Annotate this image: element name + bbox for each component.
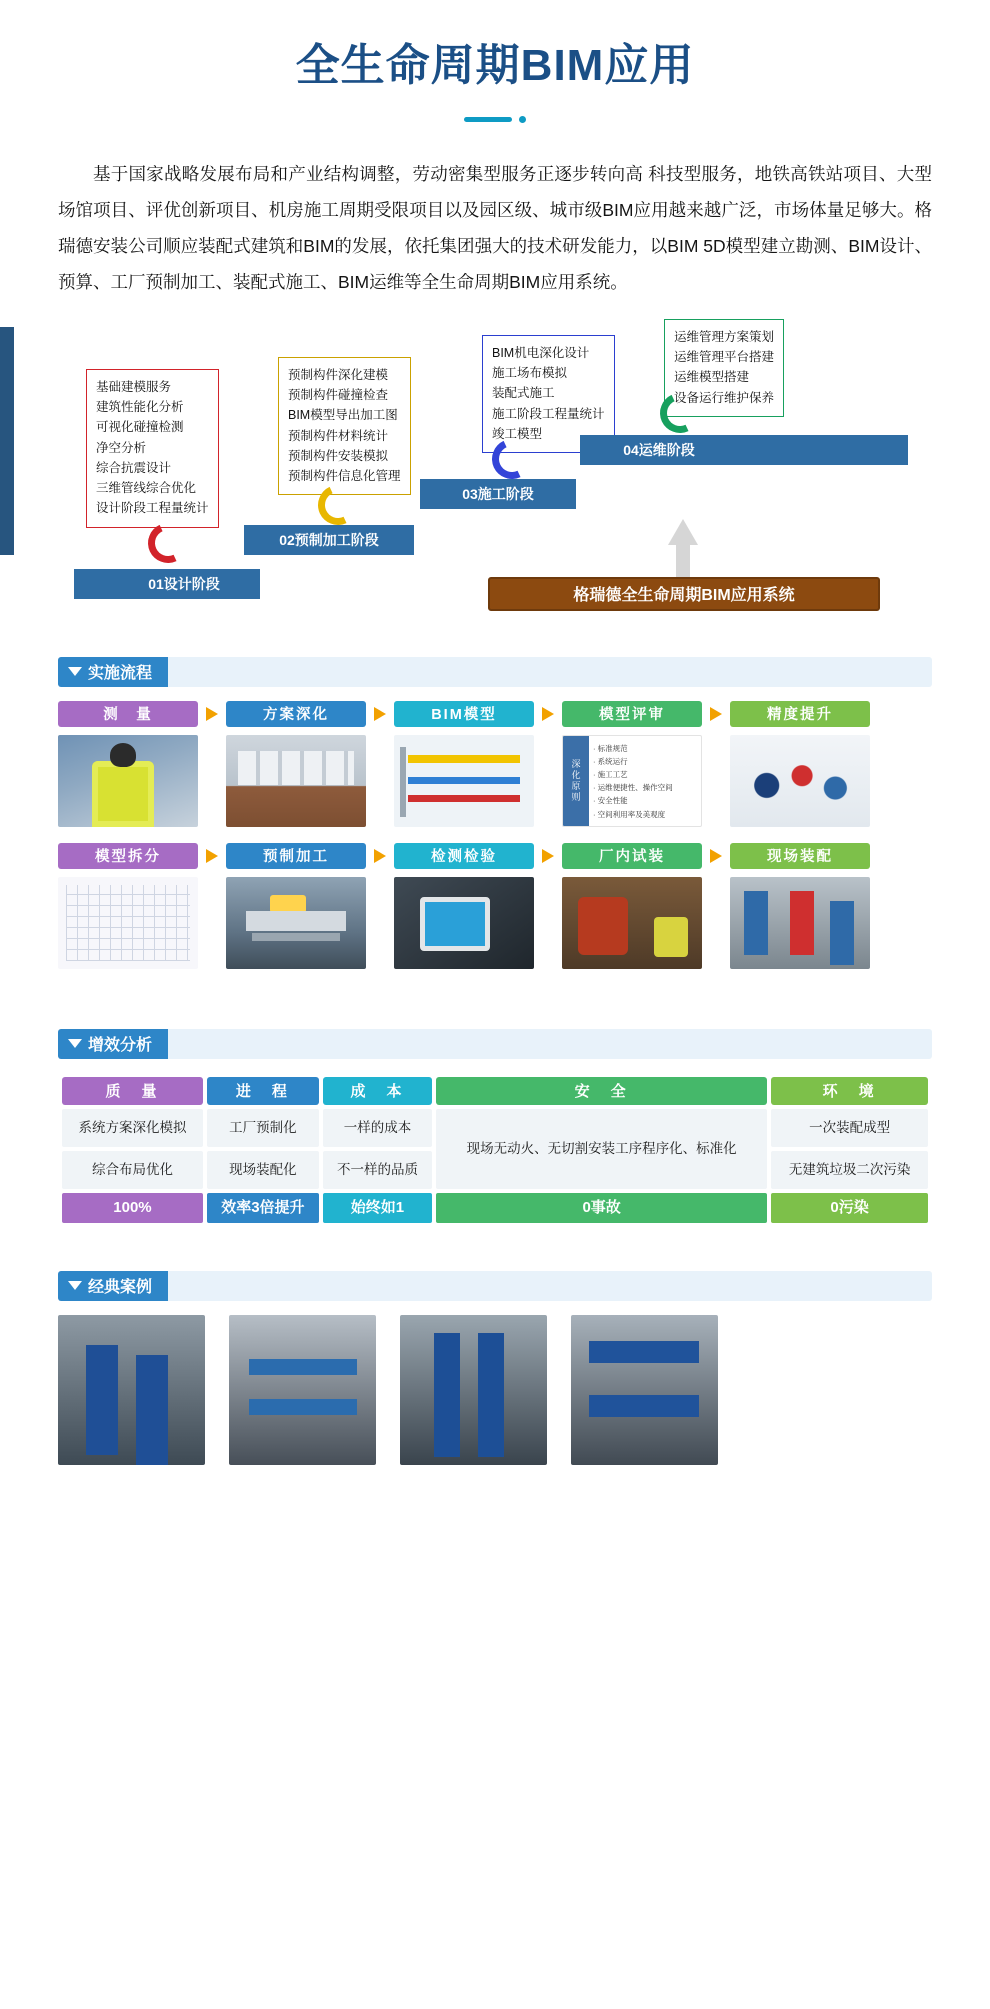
- review-criteria-item: · 安全性能: [593, 796, 628, 806]
- flow-arrow-icon: [366, 849, 394, 863]
- note-item: 设备运行维护保养: [674, 390, 775, 405]
- factory-photo: [226, 877, 366, 969]
- table-cell: 无建筑垃圾二次污染: [771, 1151, 928, 1189]
- efficiency-section: [58, 1029, 932, 1227]
- table-cell: 工厂预制化: [207, 1109, 319, 1147]
- triangle-down-icon: [68, 1281, 82, 1290]
- flow-cell-bim-model: BIM模型: [394, 701, 534, 727]
- split-drawing-image: [58, 877, 198, 969]
- flow-section-header: [58, 657, 932, 687]
- note-item: 运维管理平台搭建: [674, 350, 775, 365]
- flow-arrow-icon: [702, 707, 730, 721]
- efficiency-section-bar: [168, 1029, 932, 1059]
- review-criteria-item: · 标准规范: [593, 743, 628, 753]
- note-item: 预制构件碰撞检查: [288, 388, 389, 403]
- table-row: [62, 1109, 928, 1147]
- flow-cell-trial-assembly: 厂内试装: [562, 843, 702, 869]
- stair-step-prefab: [244, 525, 414, 555]
- stair-step-design: [108, 569, 260, 599]
- metric-quality: 100%: [62, 1193, 203, 1223]
- triangle-down-icon: [68, 1039, 82, 1048]
- note-item: 综合抗震设计: [96, 460, 172, 475]
- stair-riser-1: [0, 327, 14, 401]
- system-banner: 格瑞德全生命周期BIM应用系统: [488, 577, 880, 611]
- triangle-down-icon: [68, 667, 82, 676]
- flow-cell-inspection: 检测检验: [394, 843, 534, 869]
- table-header-row: [62, 1077, 928, 1105]
- flow-image-row-2: [58, 877, 932, 969]
- note-item: 预制构件深化建模: [288, 367, 389, 382]
- table-cell: 一次装配成型: [771, 1109, 928, 1147]
- efficiency-table: [58, 1073, 932, 1227]
- table-cell: 不一样的品质: [323, 1151, 432, 1189]
- column-header-quality: 质 量: [62, 1077, 203, 1105]
- flow-section-title: 实施流程: [88, 665, 153, 683]
- column-header-safety: 安 全: [436, 1077, 767, 1105]
- flow-arrow-icon: [198, 849, 226, 863]
- metric-progress: 效率3倍提升: [207, 1193, 319, 1223]
- intro-paragraph: 基于国家战略发展布局和产业结构调整，劳动密集型服务正逐步转向高 科技型服务，地铁高铁站项目、大型场馆项目、评优创新项目、机房施工周期受限项目以及园区级、城市级BIM应用越来越广泛，市场体量足够大。格瑞德安装公司顺应装配式建筑和BIM的发展，依托集团强大的技术研发能力，以BIM 5D模型建立勘测、BIM设计、预算、工厂预制加工、装配式施工、BIM运维等全生命周期BIM应用系统。: [58, 164, 932, 293]
- stair-step-label: 04运维阶段: [623, 441, 695, 458]
- note-item: BIM模型导出加工图: [288, 408, 398, 423]
- efficiency-section-header: [58, 1029, 932, 1059]
- page-header: [0, 0, 990, 123]
- metric-environment: 0污染: [771, 1193, 928, 1223]
- stair-step-label: 01设计阶段: [148, 575, 220, 592]
- note-item: 预制构件材料统计: [288, 428, 389, 443]
- precision-model-image: [730, 735, 870, 827]
- table-cell: 系统方案深化模拟: [62, 1109, 203, 1147]
- flow-cell-prefab: 预制加工: [226, 843, 366, 869]
- flow-cell-survey: 测 量: [58, 701, 198, 727]
- note-item: 装配式施工: [492, 386, 555, 401]
- survey-photo: [58, 735, 198, 827]
- flow-arrow-icon: [534, 707, 562, 721]
- flow-section: [58, 657, 932, 969]
- case-photo-1: [58, 1315, 205, 1465]
- note-item: 竣工模型: [492, 426, 543, 441]
- note-item: 建筑性能化分析: [96, 400, 184, 415]
- table-metric-row: [62, 1193, 928, 1223]
- note-box-design: [86, 369, 219, 528]
- case-photo-4: [571, 1315, 718, 1465]
- review-criteria-item: · 运维便捷性、操作空间: [593, 783, 673, 793]
- stair-tail: [738, 435, 908, 465]
- cases-section-tag: [58, 1271, 168, 1301]
- flow-label-row-1: [58, 701, 932, 727]
- note-item: 三维管线综合优化: [96, 481, 197, 496]
- review-criteria-item: · 施工工艺: [593, 770, 628, 780]
- note-item: 施工阶段工程量统计: [492, 406, 605, 421]
- table-cell-safety-merged: 现场无动火、无切割安装工序程序化、标准化: [436, 1109, 767, 1189]
- arrow-up-stem: [676, 543, 690, 577]
- office-photo: [226, 735, 366, 827]
- review-criteria-item: · 系统运行: [593, 757, 628, 767]
- note-item: 运维模型搭建: [674, 370, 750, 385]
- stair-riser-3: [0, 479, 14, 555]
- review-criteria-item: · 空间利用率及美观度: [593, 809, 666, 819]
- flow-cell-site-assembly: 现场装配: [730, 843, 870, 869]
- inspection-photo: [394, 877, 534, 969]
- case-image-row: [58, 1315, 932, 1465]
- cases-section-title: 经典案例: [88, 1279, 153, 1297]
- column-header-cost: 成 本: [323, 1077, 432, 1105]
- stair-step-operation: [580, 435, 738, 465]
- cases-section-bar: [168, 1271, 932, 1301]
- flow-cell-precision: 精度提升: [730, 701, 870, 727]
- stair-step-label: 02预制加工阶段: [279, 531, 379, 548]
- note-item: 施工场布模拟: [492, 366, 568, 381]
- efficiency-section-title: 增效分析: [88, 1037, 153, 1055]
- bim-model-image: [394, 735, 534, 827]
- note-box-prefab: [278, 357, 411, 496]
- review-side-label: 深化原则: [563, 736, 589, 826]
- stair-step-construction: [420, 479, 576, 509]
- divider-bar: [464, 117, 512, 122]
- note-item: 设计阶段工程量统计: [96, 501, 209, 516]
- table-cell: 一样的成本: [323, 1109, 432, 1147]
- page-title: 全生命周期BIM应用: [295, 41, 695, 90]
- cases-section: [58, 1271, 932, 1465]
- flow-arrow-icon: [702, 849, 730, 863]
- case-photo-3: [400, 1315, 547, 1465]
- divider-dot: [519, 116, 526, 123]
- note-item: 基础建模服务: [96, 379, 172, 394]
- stair-step-label: 03施工阶段: [462, 485, 534, 502]
- case-photo-2: [229, 1315, 376, 1465]
- metric-safety: 0事故: [436, 1193, 767, 1223]
- review-criteria-image: [562, 735, 702, 827]
- note-item: 运维管理方案策划: [674, 329, 775, 344]
- stair-riser-2: [0, 401, 14, 479]
- flow-arrow-icon: [366, 707, 394, 721]
- column-header-environment: 环 境: [771, 1077, 928, 1105]
- efficiency-section-tag: [58, 1029, 168, 1059]
- column-header-progress: 进 程: [207, 1077, 319, 1105]
- table-cell: 综合布局优化: [62, 1151, 203, 1189]
- flow-image-row-1: [58, 735, 932, 827]
- lifecycle-diagram: [0, 327, 990, 627]
- review-criteria-list: [593, 742, 697, 821]
- flow-label-row-2: [58, 843, 932, 869]
- arrow-up-icon: [668, 519, 698, 545]
- title-divider: [456, 116, 534, 123]
- note-item: 可视化碰撞检测: [96, 420, 184, 435]
- flow-cell-scheme: 方案深化: [226, 701, 366, 727]
- flow-cell-review: 模型评审: [562, 701, 702, 727]
- note-item: 预制构件信息化管理: [288, 469, 401, 484]
- flow-arrow-icon: [534, 849, 562, 863]
- flow-section-tag: [58, 657, 168, 687]
- table-cell: 现场装配化: [207, 1151, 319, 1189]
- metric-cost: 始终如1: [323, 1193, 432, 1223]
- trial-assembly-photo: [562, 877, 702, 969]
- flow-section-bar: [168, 657, 932, 687]
- note-item: 净空分析: [96, 440, 147, 455]
- site-assembly-photo: [730, 877, 870, 969]
- cases-section-header: [58, 1271, 932, 1301]
- flow-cell-model-split: 模型拆分: [58, 843, 198, 869]
- note-item: 预制构件安装模拟: [288, 448, 389, 463]
- note-item: BIM机电深化设计: [492, 345, 590, 360]
- flow-arrow-icon: [198, 707, 226, 721]
